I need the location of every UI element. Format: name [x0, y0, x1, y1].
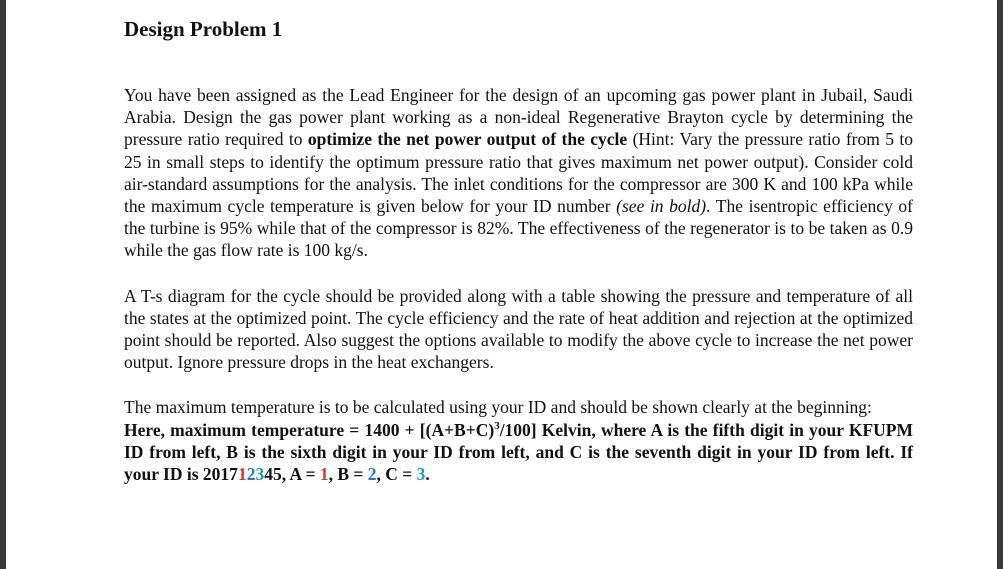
formula-exponent: 3	[494, 419, 500, 432]
paragraph-problem-statement	[124, 84, 913, 262]
value-a: 1	[319, 464, 329, 485]
formula-text-1: Here, maximum temperature = 1400 + [(A+B+C)	[124, 419, 495, 440]
id-digit-b: 2	[246, 464, 256, 485]
formula-end: .	[425, 464, 430, 485]
id-digit-c: 3	[255, 464, 265, 485]
id-tail: 45, A =	[264, 464, 320, 485]
formula-text-2: /100] Kelvin, where A is the fifth digit in your KFUPM ID from left, B is the sixth digit in your ID from left, and C is the seventh digit in your ID from left. If your ID is 2017	[124, 419, 913, 485]
paragraph1-italic-note: (see in bold)	[616, 196, 707, 217]
value-b: 2	[367, 464, 377, 485]
paragraph-max-temperature-formula	[124, 419, 913, 486]
viewer-right-border	[997, 0, 1003, 569]
page-title: Design Problem 1	[124, 17, 283, 41]
paragraph1-text-3: . The isentropic efficiency of the turbine is 95% while that of the compressor is 82%. The effectiveness of the regenerator is to be taken as 0.9 while the gas flow rate is 100 kg/s.	[124, 196, 913, 261]
document-page	[6, 0, 997, 569]
paragraph1-text-1: You have been assigned as the Lead Engineer for the design of an upcoming gas power plant in Jubail, Saudi Arabia. Design the gas power plant working as a non-ideal Regenerative Brayton cycle by determining the pressure ratio required to	[124, 85, 913, 150]
separator-b: , B =	[328, 464, 368, 485]
paragraph-deliverables: A T-s diagram for the cycle should be provided along with a table showing the pressure and temperature of all the states at the optimized point. The cycle efficiency and the rate of heat addition and rejection at the optimized point should be reported. Also suggest the options available to modify the above cycle to increase the net power output. Ignore pressure drops in the heat exchangers.	[124, 285, 913, 373]
paragraph-max-temperature-intro: The maximum temperature is to be calculated using your ID and should be shown clearly at the beginning:	[124, 397, 872, 418]
paragraph1-text-2: (Hint: Vary the pressure ratio from 5 to 25 in small steps to identify the optimum pressure ratio that gives maximum net power output). Consider cold air-standard assumptions for the analysis. The inlet conditions for the compressor are 300 K and 100 kPa while the maximum cycle temperature is given below for your ID number	[124, 129, 913, 217]
separator-c: , C =	[376, 464, 417, 485]
document-content	[124, 16, 913, 485]
id-digit-a: 1	[237, 464, 247, 485]
paragraph1-bold-objective: optimize the net power output of the cycle	[307, 129, 628, 150]
value-c: 3	[416, 464, 426, 485]
